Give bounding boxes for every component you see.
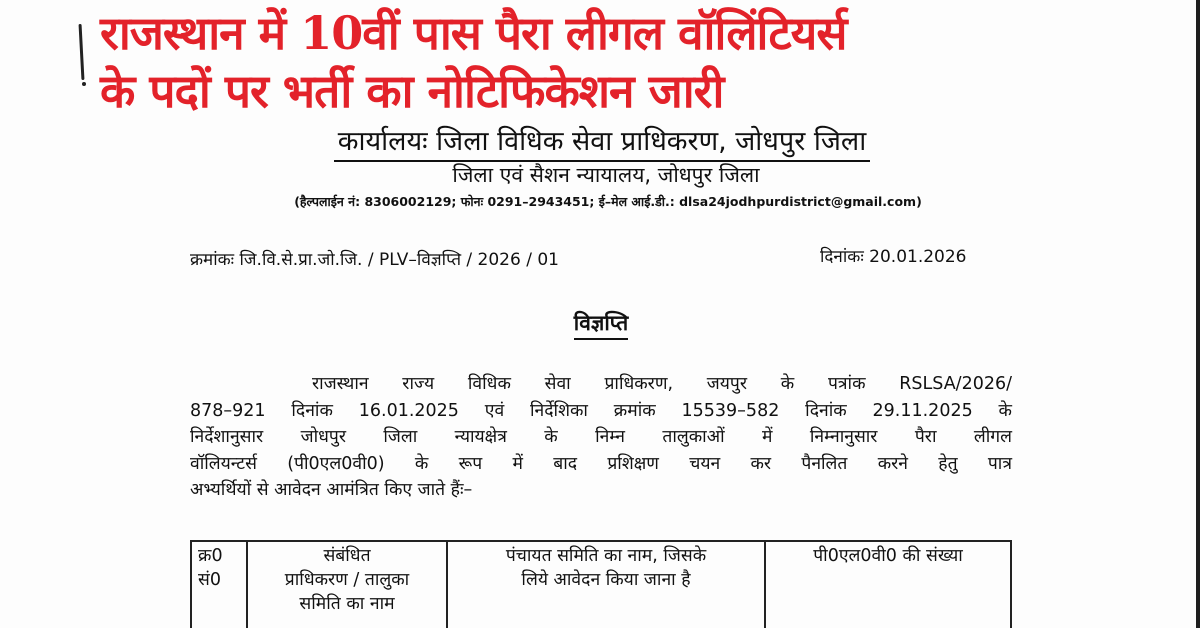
headline-banner [100,4,1020,120]
notice-line: वॉलियन्टर्स (पी0एल0वी0) के रूप में बाद प्रशिक्षण चयन कर पैनलित करने हेतु पात्र [190,453,1012,474]
pen-dot [82,82,86,86]
table-header-plv-count: पी0एल0वी0 की संख्या [766,542,1012,628]
notice-heading-text: विज्ञप्ति [574,308,628,340]
reference-date: दिनांकः 20.01.2026 [820,247,967,267]
table-header-authority: संबंधित प्राधिकरण / तालुका समिति का नाम [248,542,448,628]
pen-mark [79,24,85,80]
office-title-text: कार्यालयः जिला विधिक सेवा प्राधिकरण, जोधपुर जिला [334,124,870,162]
office-subtitle: जिला एवं सैशन न्यायालय, जोधपुर जिला [452,163,760,187]
table-header-serial: क्र0 सं0 [192,542,248,628]
notice-line: अभ्यर्थियों से आवेदन आमंत्रित किए जाते हैंः– [190,480,473,500]
notice-heading [0,308,1196,340]
office-title [0,124,1196,162]
headline-line-1: राजस्थान में 10वीं पास पैरा लीगल वॉलिंटियर्स [100,6,847,60]
table-header-panchayat: पंचायत समिति का नाम, जिसके लिये आवेदन किया जाना है [448,542,766,628]
reference-number: क्रमांकः जि.वि.से.प्रा.जो.जि. / PLV–विज्ञप्ति / 2026 / 01 [190,250,559,270]
notice-body [190,371,1012,504]
notice-line: 878–921 दिनांक 16.01.2025 एवं निर्देशिका क्रमांक 15539–582 दिनांक 29.11.2025 के [190,400,1012,421]
notice-line: राजस्थान राज्य विधिक सेवा प्राधिकरण, जयपुर के पत्रांक RSLSA/2026/ [312,374,1012,394]
headline-line-2: के पदों पर भर्ती का नोटिफिकेशन जारी [100,64,724,118]
right-edge-border [1196,0,1200,628]
notice-line: निर्देशानुसार जोधपुर जिला न्यायक्षेत्र के निम्न तालुकाओं में निम्नानुसार पैरा लीगल [190,427,1012,447]
vacancy-table [190,540,1012,628]
office-contact: (हैल्पलाईन नं: 8306002129; फोनः 0291–2943451; ई–मेल आई.डी.: dlsa24jodhpurdistrict@gmail.com) [294,194,922,209]
